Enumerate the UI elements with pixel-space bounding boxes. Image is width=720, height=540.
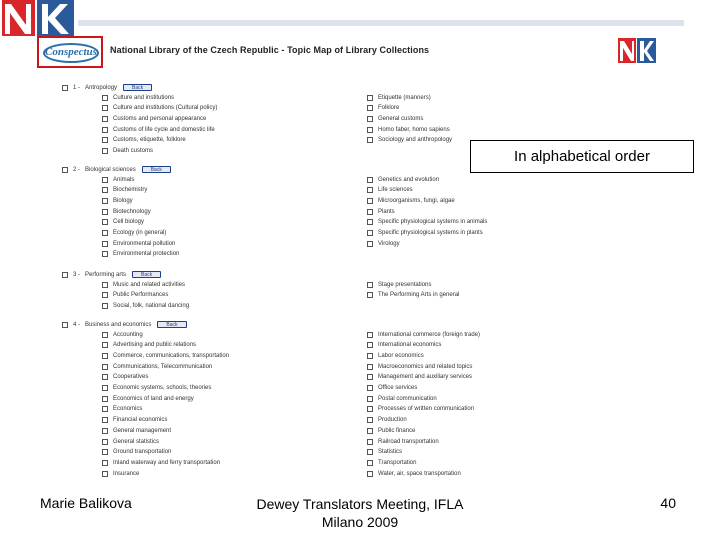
topic-label: General management <box>113 427 172 434</box>
topic-label: Homo faber, homo sapiens <box>378 126 450 133</box>
page-title: National Library of the Czech Republic - Topic Map of Library Collections <box>110 45 430 55</box>
topic-item <box>367 239 400 248</box>
topic-label: Economic systems, schools, theories <box>113 385 212 391</box>
checkbox[interactable] <box>102 332 108 338</box>
checkbox[interactable] <box>367 374 373 380</box>
section-title: Performing arts <box>85 271 127 278</box>
checkbox[interactable] <box>102 353 108 359</box>
topic-item <box>102 239 175 248</box>
topic-item <box>102 416 167 425</box>
topic-label: Cooperatives <box>113 374 149 381</box>
topic-label: Office services <box>378 385 418 391</box>
topic-item <box>102 373 148 382</box>
topic-item <box>367 136 452 145</box>
topic-label: Railroad transportation <box>378 438 439 445</box>
checkbox[interactable] <box>367 127 373 133</box>
checkbox[interactable] <box>102 471 108 477</box>
checkbox[interactable] <box>102 374 108 380</box>
topic-label: Communications, Telecommunication <box>113 363 213 370</box>
checkbox[interactable] <box>367 137 373 143</box>
topic-item <box>102 291 168 300</box>
checkbox[interactable] <box>367 449 373 455</box>
topic-label: Economics <box>113 406 143 413</box>
checkbox[interactable] <box>367 116 373 122</box>
topic-item <box>102 280 185 289</box>
checkbox[interactable] <box>367 219 373 225</box>
topic-label: Sociology and anthropology <box>378 137 453 144</box>
topic-item <box>367 384 417 393</box>
checkbox[interactable] <box>102 251 108 257</box>
checkbox[interactable] <box>102 460 108 466</box>
checkbox[interactable] <box>367 241 373 247</box>
checkbox[interactable] <box>102 219 108 225</box>
topic-item <box>367 416 407 425</box>
topic-item <box>102 384 211 393</box>
topic-label: Economics of land and energy <box>113 395 194 402</box>
topic-label: Life sciences <box>378 187 413 194</box>
topic-item <box>102 341 196 350</box>
section-title: Biological sciences <box>85 166 136 173</box>
topic-item <box>102 207 151 216</box>
checkbox[interactable] <box>102 105 108 111</box>
topic-label: Music and related activities <box>113 281 186 288</box>
footer-page-number: 40 <box>660 495 676 511</box>
topic-label: Insurance <box>113 470 140 477</box>
nk-logo <box>0 0 76 36</box>
topic-label: Financial economics <box>113 417 168 424</box>
topic-label: Labor economics <box>378 352 424 359</box>
checkbox[interactable] <box>102 406 108 412</box>
checkbox[interactable] <box>62 322 68 328</box>
topic-item <box>102 136 186 145</box>
checkbox[interactable] <box>102 292 108 298</box>
nk-logo-small <box>618 38 656 63</box>
topic-label: Plants <box>378 208 395 215</box>
topic-label: Advertising and public relations <box>113 342 197 349</box>
topic-item <box>367 175 439 184</box>
topic-label: General customs <box>378 115 424 122</box>
topic-item <box>367 426 415 435</box>
topic-item <box>102 186 147 195</box>
checkbox[interactable] <box>367 105 373 111</box>
topic-item <box>367 104 399 113</box>
checkbox[interactable] <box>367 230 373 236</box>
topic-label: Culture and institutions <box>113 94 175 101</box>
checkbox[interactable] <box>102 282 108 288</box>
topic-item <box>367 330 480 339</box>
checkbox[interactable] <box>367 198 373 204</box>
back-button[interactable]: Back <box>132 271 161 278</box>
topic-item <box>367 207 395 216</box>
topic-item <box>367 93 431 102</box>
checkbox[interactable] <box>367 292 373 298</box>
topic-item <box>102 448 171 457</box>
checkbox[interactable] <box>102 230 108 236</box>
checkbox[interactable] <box>102 303 108 309</box>
checkbox[interactable] <box>367 406 373 412</box>
topic-label: Environmental pollution <box>113 240 176 247</box>
topic-label: Specific physiological systems in plants <box>378 230 483 236</box>
topic-item <box>367 218 487 227</box>
topic-label: International commerce (foreign trade) <box>378 331 481 338</box>
checkbox[interactable] <box>102 449 108 455</box>
checkbox[interactable] <box>102 439 108 445</box>
topic-item <box>102 437 159 446</box>
topic-label: Microorganisms, fungi, algae <box>378 197 455 204</box>
checkbox[interactable] <box>102 127 108 133</box>
checkbox[interactable] <box>367 460 373 466</box>
topic-item <box>102 104 217 113</box>
checkbox[interactable] <box>367 396 373 402</box>
topic-item <box>102 458 220 467</box>
topic-label: Ecology (in general) <box>113 230 167 236</box>
topic-label: Transportation <box>378 459 417 466</box>
footer-author: Marie Balikova <box>40 495 132 511</box>
topic-label: Death customs <box>113 148 154 154</box>
topic-item <box>367 351 424 360</box>
section-title: Antropology <box>85 84 118 91</box>
section-number: 3 - <box>73 271 81 278</box>
topic-item <box>367 341 441 350</box>
topic-label: Accounting <box>113 331 143 338</box>
topic-label: Folklore <box>378 105 400 112</box>
checkbox[interactable] <box>102 116 108 122</box>
topic-item <box>102 93 174 102</box>
section-header <box>62 320 187 329</box>
checkbox[interactable] <box>102 385 108 391</box>
checkbox[interactable] <box>367 177 373 183</box>
checkbox[interactable] <box>102 209 108 215</box>
topic-label: Biochemistry <box>113 187 148 194</box>
back-button[interactable]: Back <box>123 84 152 91</box>
back-button[interactable]: Back <box>142 166 171 173</box>
checkbox[interactable] <box>367 417 373 423</box>
topic-label: Stage presentations <box>378 281 432 288</box>
checkbox[interactable] <box>102 417 108 423</box>
checkbox[interactable] <box>367 187 373 193</box>
topic-item <box>102 175 134 184</box>
topic-label: Animals <box>113 176 135 183</box>
checkbox[interactable] <box>367 353 373 359</box>
topic-item <box>102 426 171 435</box>
topic-item <box>367 373 472 382</box>
topic-item <box>102 114 206 123</box>
checkbox[interactable] <box>62 272 68 278</box>
topic-label: Public finance <box>378 427 416 434</box>
section-number: 2 - <box>73 166 81 173</box>
checkbox[interactable] <box>367 364 373 370</box>
topic-label: International economics <box>378 342 442 349</box>
topic-item <box>367 469 461 478</box>
topic-item <box>102 218 144 227</box>
section-header <box>62 83 152 92</box>
topic-label: Public Performances <box>113 292 169 299</box>
header-divider <box>78 20 684 26</box>
topic-label: Water, air, space transportation <box>378 470 461 477</box>
checkbox[interactable] <box>102 198 108 204</box>
section-number: 1 - <box>73 84 81 91</box>
checkbox[interactable] <box>367 332 373 338</box>
checkbox[interactable] <box>367 282 373 288</box>
section-number: 4 - <box>73 321 81 328</box>
checkbox[interactable] <box>102 428 108 434</box>
checkbox[interactable] <box>367 439 373 445</box>
topic-item <box>102 250 179 259</box>
topic-item <box>367 362 472 371</box>
topic-label: Ground transportation <box>113 449 172 456</box>
topic-item <box>102 301 189 310</box>
topic-label: Specific physiological systems in animals <box>378 219 488 226</box>
topic-label: Customs, etiquette, folklore <box>113 137 186 144</box>
topic-item <box>367 196 455 205</box>
topic-label: Cell biology <box>113 219 145 226</box>
topic-label: Customs of life cycle and domestic life <box>113 126 215 133</box>
checkbox[interactable] <box>102 148 108 154</box>
section-header <box>62 165 171 174</box>
checkbox[interactable] <box>102 241 108 247</box>
topic-item <box>102 351 229 360</box>
topic-item <box>367 229 483 238</box>
topic-label: Management and auxiliary services <box>378 374 473 381</box>
topic-item <box>102 330 143 339</box>
topic-label: Culture and institutions (Cultural policy) <box>113 105 218 112</box>
topic-label: The Performing Arts in general <box>378 292 460 299</box>
checkbox[interactable] <box>367 95 373 101</box>
checkbox[interactable] <box>367 342 373 348</box>
topic-label: Processes of written communication <box>378 406 475 413</box>
checkbox[interactable] <box>62 85 68 91</box>
checkbox[interactable] <box>102 396 108 402</box>
topic-label: Social, folk, national dancing <box>113 302 190 309</box>
topic-label: Commerce, communications, transportation <box>113 352 230 359</box>
topic-label: Etiquette (manners) <box>378 94 431 101</box>
topic-item <box>102 125 215 134</box>
topic-label: General statistics <box>113 438 160 445</box>
topic-item <box>367 405 474 414</box>
topic-label: Inland waterway and ferry transportation <box>113 459 221 466</box>
topic-item <box>102 362 212 371</box>
topic-label: Statistics <box>378 449 403 456</box>
back-button[interactable]: Back <box>157 321 186 328</box>
footer-event <box>200 495 520 531</box>
topic-label: Genetics and evolution <box>378 176 440 183</box>
topic-item <box>367 125 450 134</box>
checkbox[interactable] <box>367 385 373 391</box>
footer-event-line2: Milano 2009 <box>321 514 399 530</box>
topic-label: Macroeconomics and related topics <box>378 363 473 370</box>
topic-label: Biotechnology <box>113 208 151 215</box>
topic-item <box>102 229 166 238</box>
checkbox[interactable] <box>102 342 108 348</box>
checkbox[interactable] <box>102 137 108 143</box>
topic-item <box>102 196 133 205</box>
topic-label: Biology <box>113 197 133 204</box>
topic-item <box>102 405 142 414</box>
alphabetical-order-callout: In alphabetical order <box>470 140 694 173</box>
checkbox[interactable] <box>367 428 373 434</box>
topic-label: Postal communication <box>378 395 437 402</box>
checkbox[interactable] <box>367 209 373 215</box>
topic-label: Virology <box>378 240 400 247</box>
topic-item <box>367 280 431 289</box>
conspectus-logo: Conspectus <box>37 36 103 68</box>
topic-item <box>102 394 194 403</box>
section-title: Business and economics <box>85 321 152 328</box>
topic-item <box>367 114 423 123</box>
checkbox[interactable] <box>62 167 68 173</box>
checkbox[interactable] <box>367 471 373 477</box>
topic-label: Customs and personal appearance <box>113 115 207 122</box>
topic-item <box>367 458 416 467</box>
topic-item <box>367 186 413 195</box>
topic-item <box>367 448 402 457</box>
section-header <box>62 270 161 279</box>
topic-item <box>367 437 439 446</box>
checkbox[interactable] <box>102 187 108 193</box>
topic-item <box>367 291 459 300</box>
topic-label: Environmental protection <box>113 251 180 258</box>
checkbox[interactable] <box>102 364 108 370</box>
footer-event-line1: Dewey Translators Meeting, IFLA <box>256 496 464 512</box>
topic-item <box>102 469 139 478</box>
checkbox[interactable] <box>102 177 108 183</box>
topic-item <box>367 394 437 403</box>
checkbox[interactable] <box>102 95 108 101</box>
topic-label: Production <box>378 417 407 424</box>
topic-item <box>102 147 153 156</box>
